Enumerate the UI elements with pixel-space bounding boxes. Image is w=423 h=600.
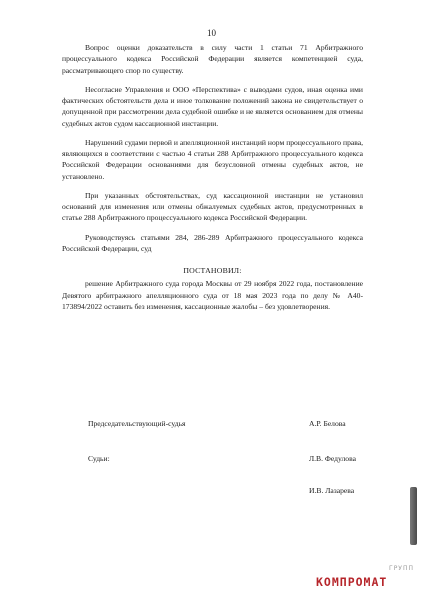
document-body [62, 42, 363, 320]
paragraph-circumstances: При указанных обстоятельствах, суд кассационной инстанции не установил оснований для изменения или отмены обжалуемых судебных актов, предусмотренных в статье 288 Арбитражного процессуального кодекса Российской Федерации. [62, 190, 363, 223]
paragraph-disagreement: Несогласие Управления и ООО «Перспектива» с выводами судов, иная оценка ими фактических обстоятельств дела и иное толкование положений закона не свидетельствует о допущенной при рассмотрении дела судебной ошибке и не является основанием для отмены судебных актов судом кассационной инстанции. [62, 84, 363, 128]
watermark-logo [316, 565, 420, 593]
paragraph-guided-by: Руководствуясь статьями 284, 286-289 Арбитражного процессуального кодекса Российской Федерации, суд [62, 232, 363, 253]
judge-1-name: Л.В. Федулова [309, 454, 356, 463]
watermark-main-text: КОМПРОМАТ [316, 575, 388, 589]
presiding-judge-role: Председательствующий-судья [88, 419, 186, 428]
paragraph-no-violations: Нарушений судами первой и апелляционной инстанций норм процессуального права, являющихся в соответствии с частью 4 статьи 288 Арбитражного процессуального кодекса Российской Федерации основаниями для безусловной отмены судебных актов, не установлено. [62, 137, 363, 181]
judges-role: Судьи: [88, 454, 110, 463]
page-edge-shadow [410, 487, 417, 545]
page-number: 10 [207, 28, 216, 38]
judge-2-name: И.В. Лазарева [309, 486, 355, 495]
presiding-judge-name: А.Р. Белова [309, 419, 346, 428]
ruling-heading: ПОСТАНОВИЛ: [183, 266, 242, 275]
paragraph-ruling: решение Арбитражного суда города Москвы от 29 ноября 2022 года, постановление Девятого арбитражного апелляционного суда от 18 мая 2023 года по делу № А40-173894/2022 оставить без изменения, кассационные жалобы – без удовлетворения. [62, 279, 363, 311]
watermark-sub-text: ГРУПП [389, 565, 414, 572]
paragraph-evidence-assessment: Вопрос оценки доказательств в силу части 1 статьи 71 Арбитражного процессуального кодекса Российской Федерации является компетенцией суда, рассматривающего спор по существу. [62, 43, 363, 75]
